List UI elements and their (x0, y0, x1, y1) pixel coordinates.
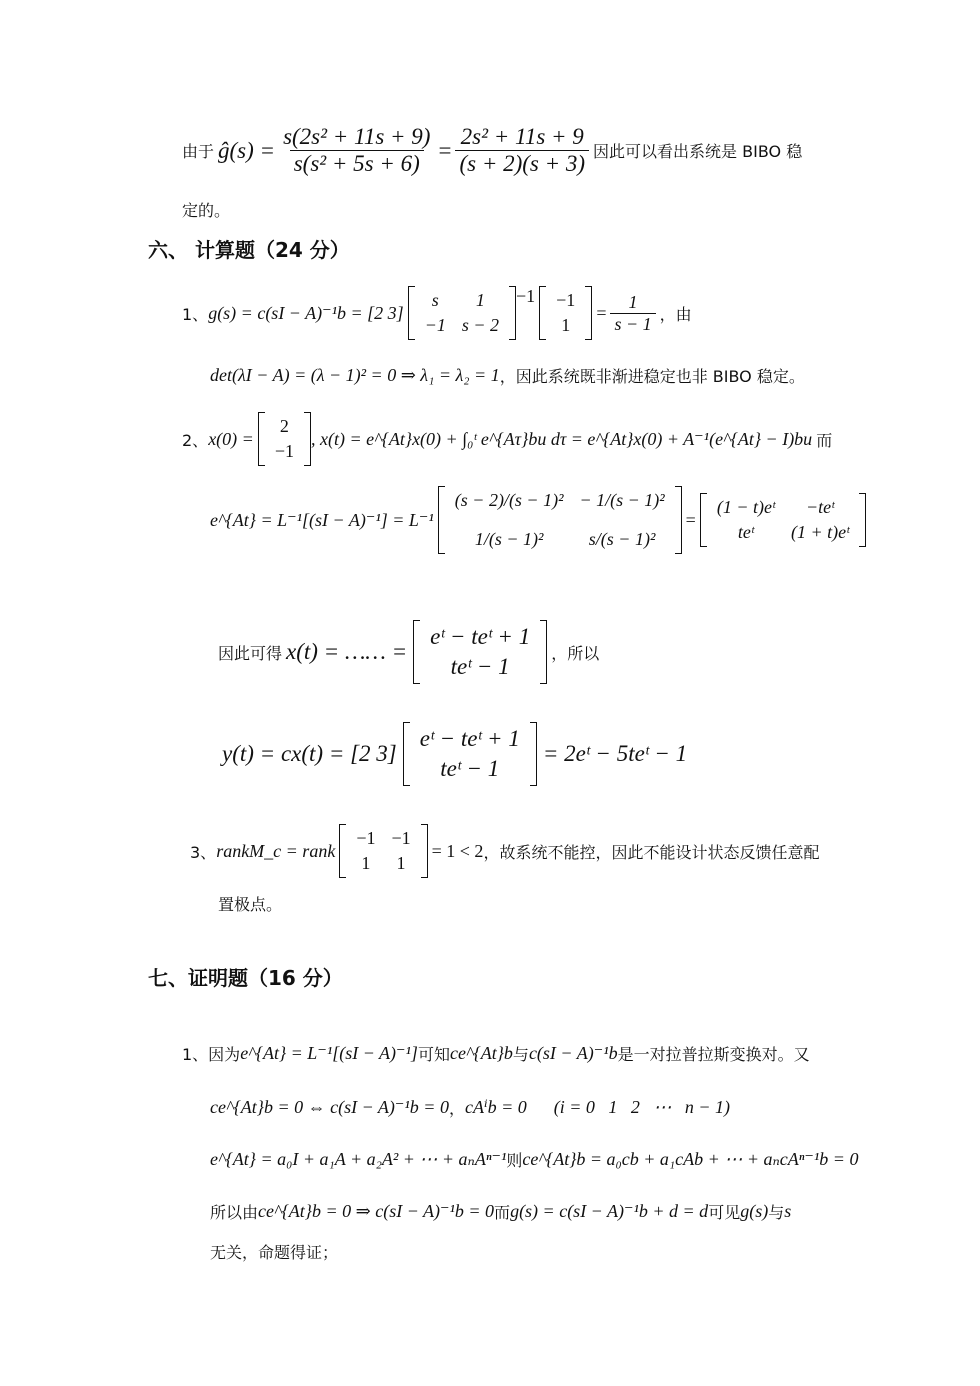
intro-frac2-num: 2s² + 11s + 9 (460, 124, 584, 149)
q2-result-matrix (700, 493, 866, 547)
q1-det-tail: ，因此系统既非渐进稳定也非 BIBO 稳定。 (499, 367, 805, 386)
p1-l3b: 则 (506, 1151, 523, 1170)
p1-l3c: ce^{At}b = a₀cb + a₁cAb + ⋯ + aₙcAⁿ⁻¹b = 0 (522, 1149, 859, 1169)
q2-eAt: e^{At} = L⁻¹[(sI − A)⁻¹] = L⁻¹ (210, 509, 434, 530)
p1-e3: c(sI − A)⁻¹b (528, 1043, 618, 1063)
q1-det: det(λI − A) = (λ − 1)² = 0 ⇒ λ₁ = λ₂ = 1 (210, 365, 500, 385)
q2-line-1 (182, 412, 832, 466)
p1-e1: e^{At} = L⁻¹[(sI − A)⁻¹] (240, 1043, 418, 1063)
q3-label: 3、 (190, 842, 217, 862)
q1-fraction (610, 292, 655, 335)
intro-frac1-den: s(s² + 5s + 6) (290, 150, 424, 177)
q1-m2-cell: 1 (561, 315, 571, 335)
q1-frac-den: s − 1 (610, 313, 655, 335)
p1-t3: 是一对拉普拉斯变换对。又 (617, 1045, 810, 1064)
q3-m-cell: 1 (396, 853, 406, 873)
q2-y-line (222, 722, 687, 786)
p1-l4b: ce^{At}b = 0 ⇒ c(sI − A)⁻¹b = 0 (258, 1201, 495, 1221)
q3-text: ，故系统不能控，因此不能设计状态反馈任意配 (483, 842, 820, 862)
p1-line-3 (210, 1148, 858, 1171)
q2-y-result: = 2eᵗ − 5teᵗ − 1 (542, 741, 688, 766)
p1-t2: 与 (512, 1045, 529, 1064)
q3-line (190, 824, 819, 878)
p1-l4f: g(s) (740, 1201, 769, 1221)
q3-m-cell: −1 (391, 828, 411, 848)
p1-l4g: 与 (768, 1203, 785, 1222)
q2-x0: x(0) = (208, 428, 254, 449)
section-7-title: 七、证明题（16 分） (148, 966, 343, 990)
intro-frac1-num: s(2s² + 11s + 9) (283, 124, 431, 149)
p1-l4a: 所以由 (210, 1203, 259, 1222)
q3-lhs: rankM_c = rank (216, 840, 336, 861)
intro-frac2-den: (s + 2)(s + 3) (455, 150, 589, 177)
q1-m1-cell: 1 (475, 290, 485, 310)
q1-m1-cell: −1 (424, 315, 446, 335)
q2-x-t: x(t) = …… = (286, 639, 408, 664)
p1-l4e: 可见 (708, 1203, 741, 1222)
intro-ghat: ĝ(s) = (218, 137, 276, 163)
q2-rm-cell: −teᵗ (805, 497, 835, 517)
q2-x0-vector (258, 412, 311, 466)
p1-line-4 (210, 1200, 791, 1223)
intro-you-yu: 由于 (182, 142, 215, 161)
intro-conclusion: 因此可以看出系统是 BIBO 稳 (593, 142, 803, 161)
q3-matrix (339, 824, 427, 878)
q2-xv-cell: eᵗ − teᵗ + 1 (430, 624, 531, 649)
p1-t1: 可知 (417, 1045, 450, 1064)
q1-eq: = (596, 302, 607, 323)
p1-e2: ce^{At}b (449, 1043, 513, 1063)
q2-rm-cell: (1 − t)eᵗ (716, 497, 775, 517)
q1-inverse: −1 (516, 286, 536, 306)
p1-label: 1、因为 (182, 1045, 241, 1064)
q1-matrix-2 (539, 286, 592, 340)
p1-l2a: ce^{At}b = 0 ⇔ c(sI − A)⁻¹b = 0 (210, 1097, 449, 1117)
q3-text-cont: 置极点。 (218, 895, 283, 914)
p1-l2b: ， (448, 1099, 465, 1118)
q1-lhs: g(s) = c(sI − A)⁻¹b = [2 3] (208, 302, 404, 323)
p1-l4d: g(s) = c(sI − A)⁻¹b + d = d (510, 1201, 709, 1221)
q2-x-vector (413, 620, 547, 684)
q2-er: 而 (816, 430, 833, 450)
p1-line-2 (210, 1096, 730, 1119)
q2-bm-cell: − 1/(s − 1)² (579, 490, 665, 510)
q2-x0-cell: 2 (279, 416, 289, 436)
q2-big-matrix (438, 486, 682, 554)
q3-rhs: = 1 < 2 (431, 840, 484, 861)
intro-conclusion-cont: 定的。 (182, 201, 231, 220)
p1-line-5: 无关，命题得证； (210, 1243, 339, 1262)
p1-l4h: s (784, 1201, 792, 1221)
q2-y-t: y(t) = cx(t) = [2 3] (222, 741, 397, 766)
section-6-title: 六、 计算题（24 分） (148, 238, 350, 262)
q2-rm-cell: teᵗ (737, 522, 754, 542)
p1-l3a: e^{At} = a₀I + a₁A + a₂A² + ⋯ + aₙAⁿ⁻¹ (210, 1149, 507, 1169)
q1-m2-cell: −1 (556, 290, 576, 310)
p1-line-1 (182, 1042, 810, 1065)
q1-m1-cell: s − 2 (461, 315, 499, 335)
q1-line-2 (210, 364, 805, 387)
q1-m1-cell: s (431, 290, 439, 310)
q2-bm-cell: (s − 2)/(s − 1)² (454, 490, 564, 510)
q1-tail: ，由 (659, 304, 692, 324)
q2-eAt-line (210, 486, 866, 554)
q1-label: 1、 (182, 304, 209, 324)
q1-matrix-1 (408, 286, 516, 340)
q2-xv-cell: teᵗ − 1 (450, 654, 510, 679)
p1-l2c: cAⁱb = 0 (i = 0 1 2 ⋯ n − 1) (464, 1097, 731, 1117)
q2-x0-cell: −1 (274, 441, 294, 461)
intro-fraction-1 (279, 124, 434, 177)
q2-rm-cell: (1 + t)eᵗ (790, 522, 850, 542)
q2-eq: = (685, 509, 696, 530)
q1-frac-num: 1 (628, 291, 638, 312)
q2-xt: , x(t) = e^{At}x(0) + ∫₀ᵗ e^{Aτ}bu dτ = e^{At}x(0) + A⁻¹(e^{At} − I)bu (310, 428, 813, 449)
intro-fraction-2 (455, 124, 589, 177)
q2-therefore: 因此可得 (218, 643, 283, 663)
q3-m-cell: 1 (361, 853, 371, 873)
q2-bm-cell: s/(s − 1)² (588, 529, 656, 549)
q3-m-cell: −1 (356, 828, 376, 848)
q2-label: 2、 (182, 430, 209, 450)
q2-x-line (218, 620, 599, 684)
intro-eq: = (438, 137, 452, 163)
q2-yv-cell: teᵗ − 1 (440, 756, 500, 781)
q2-yv-cell: eᵗ − teᵗ + 1 (419, 726, 520, 751)
intro-line (182, 124, 802, 177)
q1-line-1 (182, 286, 692, 340)
q2-bm-cell: 1/(s − 1)² (474, 529, 544, 549)
q2-y-vector (403, 722, 537, 786)
q2-suoyi: ，所以 (551, 643, 600, 663)
p1-l4c: 而 (494, 1203, 511, 1222)
